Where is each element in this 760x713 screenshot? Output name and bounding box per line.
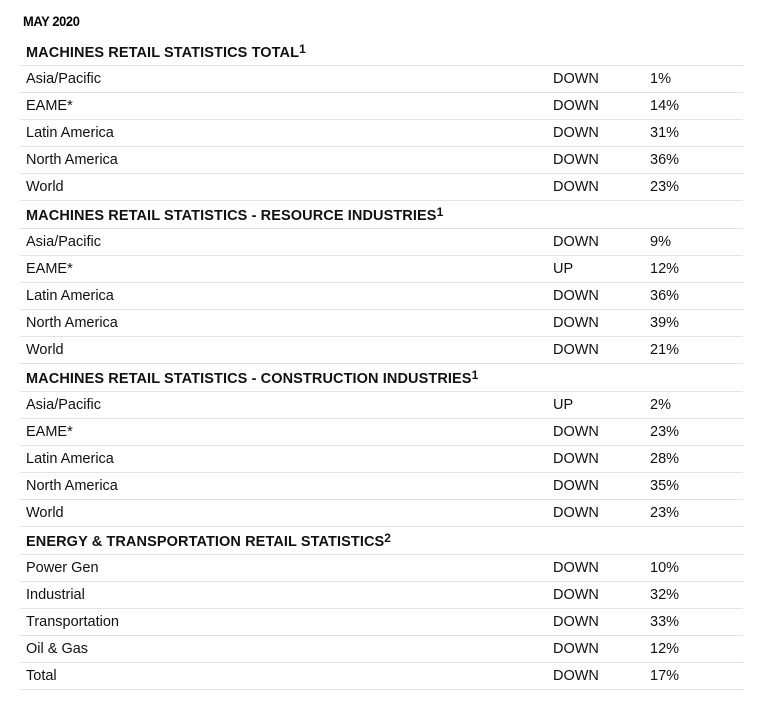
region-cell: Latin America [26, 288, 114, 304]
direction-cell: DOWN [553, 587, 599, 603]
percent-cell: 39% [650, 315, 680, 331]
table-row [20, 93, 743, 120]
section-title: MACHINES RETAIL STATISTICS TOTAL$^1$ [26, 41, 306, 61]
percent-cell: 21% [650, 342, 680, 358]
percent-cell: 33% [650, 614, 680, 630]
table-row [20, 500, 743, 527]
direction-cell: UP [553, 261, 574, 277]
region-cell: North America [26, 152, 118, 168]
table-row [20, 310, 743, 337]
table-row [20, 174, 743, 201]
direction-cell: DOWN [553, 179, 599, 195]
direction-cell: DOWN [553, 288, 599, 304]
percent-cell: 1% [650, 71, 671, 87]
footnote-marker: 1 [299, 41, 306, 56]
table-row [20, 256, 743, 283]
footnote-marker: 1 [471, 367, 479, 382]
direction-cell: DOWN [553, 478, 599, 494]
direction-cell: DOWN [553, 505, 599, 521]
table-row [20, 582, 743, 609]
percent-cell: 14% [650, 98, 680, 114]
direction-cell: DOWN [553, 98, 599, 114]
footnote-marker: 1 [436, 204, 444, 219]
direction-cell: DOWN [553, 560, 599, 576]
region-cell: World [26, 179, 64, 195]
table-row [20, 446, 743, 473]
region-cell: World [26, 342, 64, 358]
percent-cell: 17% [650, 668, 680, 684]
region-cell: Latin America [26, 451, 114, 467]
section-header-machines-total [20, 38, 743, 66]
region-cell: Asia/Pacific [26, 234, 101, 250]
table-row [20, 229, 743, 256]
percent-cell: 32% [650, 587, 680, 603]
direction-cell: DOWN [553, 668, 599, 684]
table-row [20, 147, 743, 174]
region-cell: Power Gen [26, 560, 99, 576]
region-cell: Total [26, 668, 57, 684]
section-header-energy-transportation [20, 527, 743, 555]
page-title: MAY 2020 [23, 13, 80, 29]
direction-cell: DOWN [553, 342, 599, 358]
percent-cell: 12% [650, 641, 680, 657]
section-header-resource-industries [20, 201, 743, 229]
table-row [20, 66, 743, 93]
region-cell: Asia/Pacific [26, 397, 101, 413]
percent-cell: 35% [650, 478, 680, 494]
region-cell: Transportation [26, 614, 119, 630]
percent-cell: 12% [650, 261, 680, 277]
percent-cell: 28% [650, 451, 680, 467]
footnote-marker: 2 [384, 530, 392, 545]
direction-cell: UP [553, 397, 574, 413]
table-row [20, 663, 743, 690]
direction-cell: DOWN [553, 152, 599, 168]
region-cell: Industrial [26, 587, 85, 603]
region-cell: Asia/Pacific [26, 71, 101, 87]
region-cell: North America [26, 478, 118, 494]
table-row [20, 392, 743, 419]
region-cell: EAME* [26, 98, 73, 114]
section-title: MACHINES RETAIL STATISTICS - RESOURCE INDUSTRIES$^1$ [26, 204, 444, 224]
percent-cell: 23% [650, 424, 680, 440]
direction-cell: DOWN [553, 234, 599, 250]
section-title: MACHINES RETAIL STATISTICS - CONSTRUCTION INDUSTRIES$^1$ [26, 367, 479, 387]
percent-cell: 23% [650, 179, 680, 195]
direction-cell: DOWN [553, 315, 599, 331]
table-row [20, 555, 743, 582]
percent-cell: 9% [650, 234, 671, 250]
table-row [20, 609, 743, 636]
percent-cell: 36% [650, 152, 680, 168]
region-cell: EAME* [26, 261, 73, 277]
region-cell: World [26, 505, 64, 521]
direction-cell: DOWN [553, 424, 599, 440]
retail-statistics-table [20, 38, 743, 690]
region-cell: Latin America [26, 125, 114, 141]
direction-cell: DOWN [553, 614, 599, 630]
section-title: ENERGY & TRANSPORTATION RETAIL STATISTICS$^2$ [26, 530, 392, 550]
table-row [20, 636, 743, 663]
direction-cell: DOWN [553, 641, 599, 657]
section-header-construction-industries [20, 364, 743, 392]
region-cell: Oil & Gas [26, 641, 89, 657]
percent-cell: 23% [650, 505, 680, 521]
percent-cell: 10% [650, 560, 680, 576]
percent-cell: 36% [650, 288, 680, 304]
table-row [20, 120, 743, 147]
region-cell: North America [26, 315, 118, 331]
table-row [20, 337, 743, 364]
percent-cell: 31% [650, 125, 680, 141]
table-row [20, 283, 743, 310]
direction-cell: DOWN [553, 451, 599, 467]
percent-cell: 2% [650, 397, 671, 413]
table-row [20, 473, 743, 500]
direction-cell: DOWN [553, 125, 599, 141]
direction-cell: DOWN [553, 71, 599, 87]
region-cell: EAME* [26, 424, 73, 440]
table-row [20, 419, 743, 446]
